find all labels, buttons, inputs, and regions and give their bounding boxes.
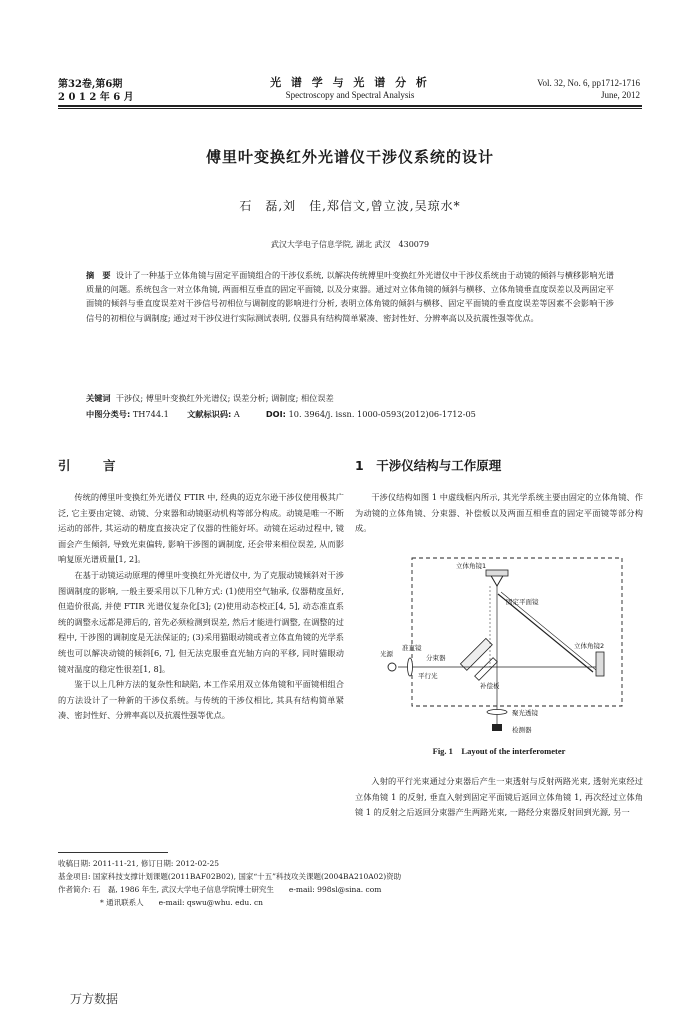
intro-body [58, 490, 344, 724]
header-rule-thick [58, 105, 642, 107]
abstract [86, 268, 614, 325]
volume-issue-line: 第32卷,第6期 [58, 79, 123, 90]
clc-value: TH744.1 [132, 409, 169, 419]
doi-label: DOI: [265, 409, 286, 419]
section1-paragraph: 干涉仪结构如图 1 中虚线框内所示, 其光学系统主要由固定的立体角镜、作为动镜的立体角镜、分束器、补偿板以及两面互相垂直的固定平面镜等部分构成。 [355, 492, 643, 534]
year-month-line: 2 0 1 2 年 6 月 [58, 92, 134, 103]
paper-title: 傅里叶变换红外光谱仪干涉仪系统的设计 [205, 148, 494, 166]
footnote-author-bio: 作者简介: 石 磊, 1986 年生, 武汉大学电子信息学院博士研究生 e-mail: 998sl@sina. com [58, 885, 382, 894]
keywords-text: 干涉仪; 傅里叶变换红外光谱仪; 误差分析; 调制度; 相位误差 [115, 393, 334, 403]
citation-date: June, 2012 [601, 90, 640, 100]
light-source-shape [388, 663, 396, 671]
collimator-shape [408, 658, 413, 676]
section1-body-top [355, 490, 643, 537]
cube-corner-2-shape [596, 652, 604, 676]
focus-lens-label: 聚光透镜 [512, 709, 538, 717]
intro-heading: 引 言 [58, 458, 126, 473]
cube-corner-1-body [486, 570, 508, 576]
footnote-corresponding: * 通讯联系人 e-mail: qswu@whu. edu. cn [100, 898, 264, 907]
cube-corner-2-label: 立体角镜2 [574, 642, 605, 650]
doi-value: 10. 3964/j. issn. 1000-0593(2012)06-1712-05 [288, 409, 476, 419]
author-list: 石 磊,刘 佳,郑信文,曾立波,吴琼水* [239, 199, 461, 213]
collimator-label: 准直镜 [402, 644, 422, 652]
compensator-label: 补偿板 [480, 682, 500, 690]
focus-lens-shape [487, 710, 507, 715]
interferometer-figure [378, 552, 626, 742]
journal-name-en: Spectroscopy and Spectral Analysis [285, 90, 415, 100]
doc-code-label: 文献标识码: [187, 409, 232, 419]
keywords [86, 392, 614, 405]
journal-citation [537, 77, 640, 101]
classification-line [86, 408, 614, 421]
figure-caption: Fig. 1 Layout of the interferometer [432, 746, 566, 756]
detector-label: 检测器 [512, 726, 532, 734]
section1-paragraph: 入射的平行光束通过分束器后产生一束透射与反射两路光束, 透射光束经过立体角镜 1 的反射, 垂直入射到固定平面镜后返回立体角镜 1, 再次经过立体角镜 1 的反射之后返回分束器产生两路光束, 一路经分束器反射回到光源, 另一 [355, 776, 643, 818]
citation-vol-pages: Vol. 32, No. 6, pp1712-1716 [537, 78, 640, 88]
beam-splitter-label: 分束器 [426, 654, 446, 662]
watermark: 万方数据 [70, 992, 119, 1006]
footnote-received: 收稿日期: 2011-11-21, 修订日期: 2012-02-25 [58, 859, 220, 868]
intro-paragraph: 鉴于以上几种方法的复杂性和缺陷, 本工作采用双立体角镜和平面镜相组合的方法设计了一种新的干涉仪系统。与传统的干涉仪相比, 其具有结构简单紧凑、密封性好、分辨率高以及抗震性强等优点。 [58, 679, 344, 721]
header-rule-thin [58, 108, 642, 109]
interferometer-boundary [412, 558, 622, 706]
detector-shape [492, 724, 502, 731]
abstract-text: 设计了一种基于立体角镜与固定平面镜组合的干涉仪系统, 以解决传统傅里叶变换红外光谱仪中干涉仪系统由于动镜的倾斜与横移影响光谱质量的问题。系统包含一对立体角镜, 两面相互垂直的固定平面镜, 以及分束器。通过对立体角镜的倾斜与横移、立体角镜垂直度误差以及两固定平面镜的倾斜与垂直度误差对干涉信号初相位与调制度的影响进行分析, 表明立体角镜的倾斜与横移、固定平面镜的垂直度误差等因素不会影响干涉信号的初相位与调制度; 通过对干涉仪进行实际测试表明, 仪器具有结构简单紧凑、密封性好、分辨率高以及抗震性强等优点。 [86, 270, 614, 323]
cube-corner-1-label: 立体角镜1 [456, 562, 487, 570]
light-source-label: 光源 [380, 650, 393, 658]
section1-heading: 1 干涉仪结构与工作原理 [355, 458, 502, 473]
clc-label: 中图分类号: [86, 409, 131, 419]
intro-paragraph: 传统的傅里叶变换红外光谱仪 FTIR 中, 经典的迈克尔逊干涉仪使用极其广泛, 它主要由定镜、动镜、分束器和动镜驱动机构等部分构成。动镜是唯一不断运动的部件, 其运动的精度直接决定了仪器的性能好坏。动镜在运动过程中, 镜面会产生倾斜, 导致光束偏转, 影响干涉图的调制度, 还会带来相位误差, 从而影响复原光谱质量[1, 2]。 [58, 492, 344, 565]
fixed-mirror-label: 固定平面镜 [506, 598, 539, 606]
section1-body-bottom [355, 774, 643, 821]
footnote-rule [58, 852, 168, 853]
affiliation: 武汉大学电子信息学院, 湖北 武汉 430079 [270, 240, 430, 249]
compensator-shape [475, 658, 498, 681]
intro-paragraph: 在基于动镜运动原理的傅里叶变换红外光谱仪中, 为了克服动镜倾斜对干涉图调制度的影响, 一般主要采用以下几种方式: (1)使用空气轴承, 仪器精度虽好, 但造价很高, 并使 FTIR 光谱仪复杂化[3]; (2)使用动态校正[4, 5], 动态准直系统的调整永远都是滞后的, 首先必须检测到误差, 然后才能进行调整, 在调整的过程中, 干涉图的调制度是无法保证的; (3)采用猫眼动镜或者立体直角镜的光学系统也可以解决动镜的倾斜[6, 7], 但无法克服垂直光轴方向的平移, 同时猫眼动镜对温度的稳定性很差[1, 8]。 [58, 569, 344, 674]
footnote-funding: 基金项目: 国家科技支撑计划课题(2011BAF02B02), 国家“十五”科技攻关课题(2004BA210A02)资助 [58, 872, 402, 881]
doc-code-value: A [233, 409, 240, 419]
keywords-label: 关键词 [86, 393, 111, 403]
journal-name-cn: 光 谱 学 与 光 谱 分 析 [270, 76, 430, 89]
abstract-label: 摘 要 [86, 270, 111, 280]
parallel-light-label: 平行光 [418, 672, 438, 680]
